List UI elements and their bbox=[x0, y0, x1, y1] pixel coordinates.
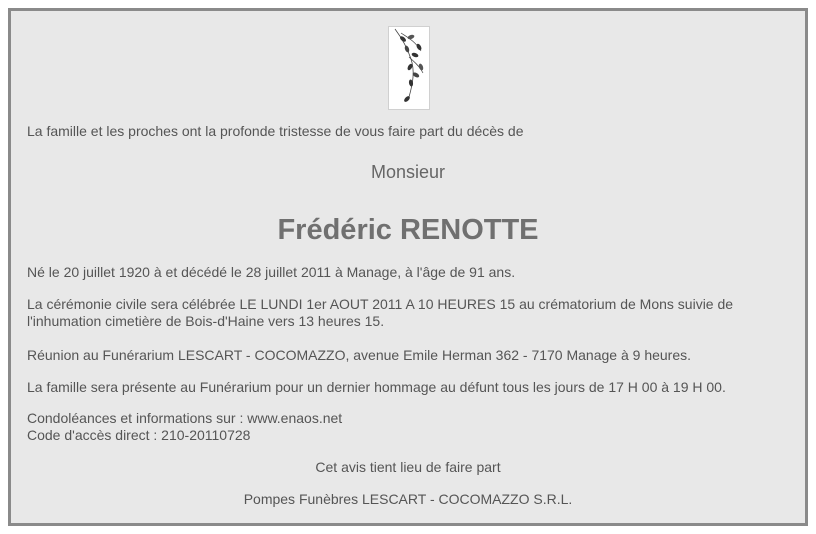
hanging-leaves-icon bbox=[388, 26, 430, 110]
deceased-name: Frédéric RENOTTE bbox=[277, 214, 539, 246]
access-code-text: Code d'accès direct : 210-20110728 bbox=[27, 427, 251, 443]
funeral-home-text: Pompes Funèbres LESCART - COCOMAZZO S.R.L. bbox=[243, 491, 573, 507]
presence-text: La famille sera présente au Funérarium pour un dernier hommage au défunt tous les jours de 17 H 00 à 19 H 00. bbox=[27, 379, 726, 395]
meeting-text: Réunion au Funérarium LESCART - COCOMAZZO, avenue Emile Herman 362 - 7170 Manage à 9 heures. bbox=[27, 347, 692, 363]
notice-text: Cet avis tient lieu de faire part bbox=[315, 459, 501, 475]
obituary-card bbox=[8, 8, 808, 526]
birth-death-text: Né le 20 juillet 1920 à et décédé le 28 juillet 2011 à Manage, à l'âge de 91 ans. bbox=[27, 264, 516, 280]
ceremony-text bbox=[27, 296, 733, 330]
intro-text: La famille et les proches ont la profonde tristesse de vous faire part du décès de bbox=[27, 123, 524, 139]
honorific-title: Monsieur bbox=[370, 162, 446, 182]
ceremony-line-2: l'inhumation cimetière de Bois-d'Haine vers 13 heures 15. bbox=[27, 313, 385, 329]
ceremony-line-1: La cérémonie civile sera célébrée LE LUNDI 1er AOUT 2011 A 10 HEURES 15 au crématorium de Mons suivie de bbox=[27, 296, 734, 312]
condolences-text: Condoléances et informations sur : www.enaos.net bbox=[27, 410, 343, 426]
